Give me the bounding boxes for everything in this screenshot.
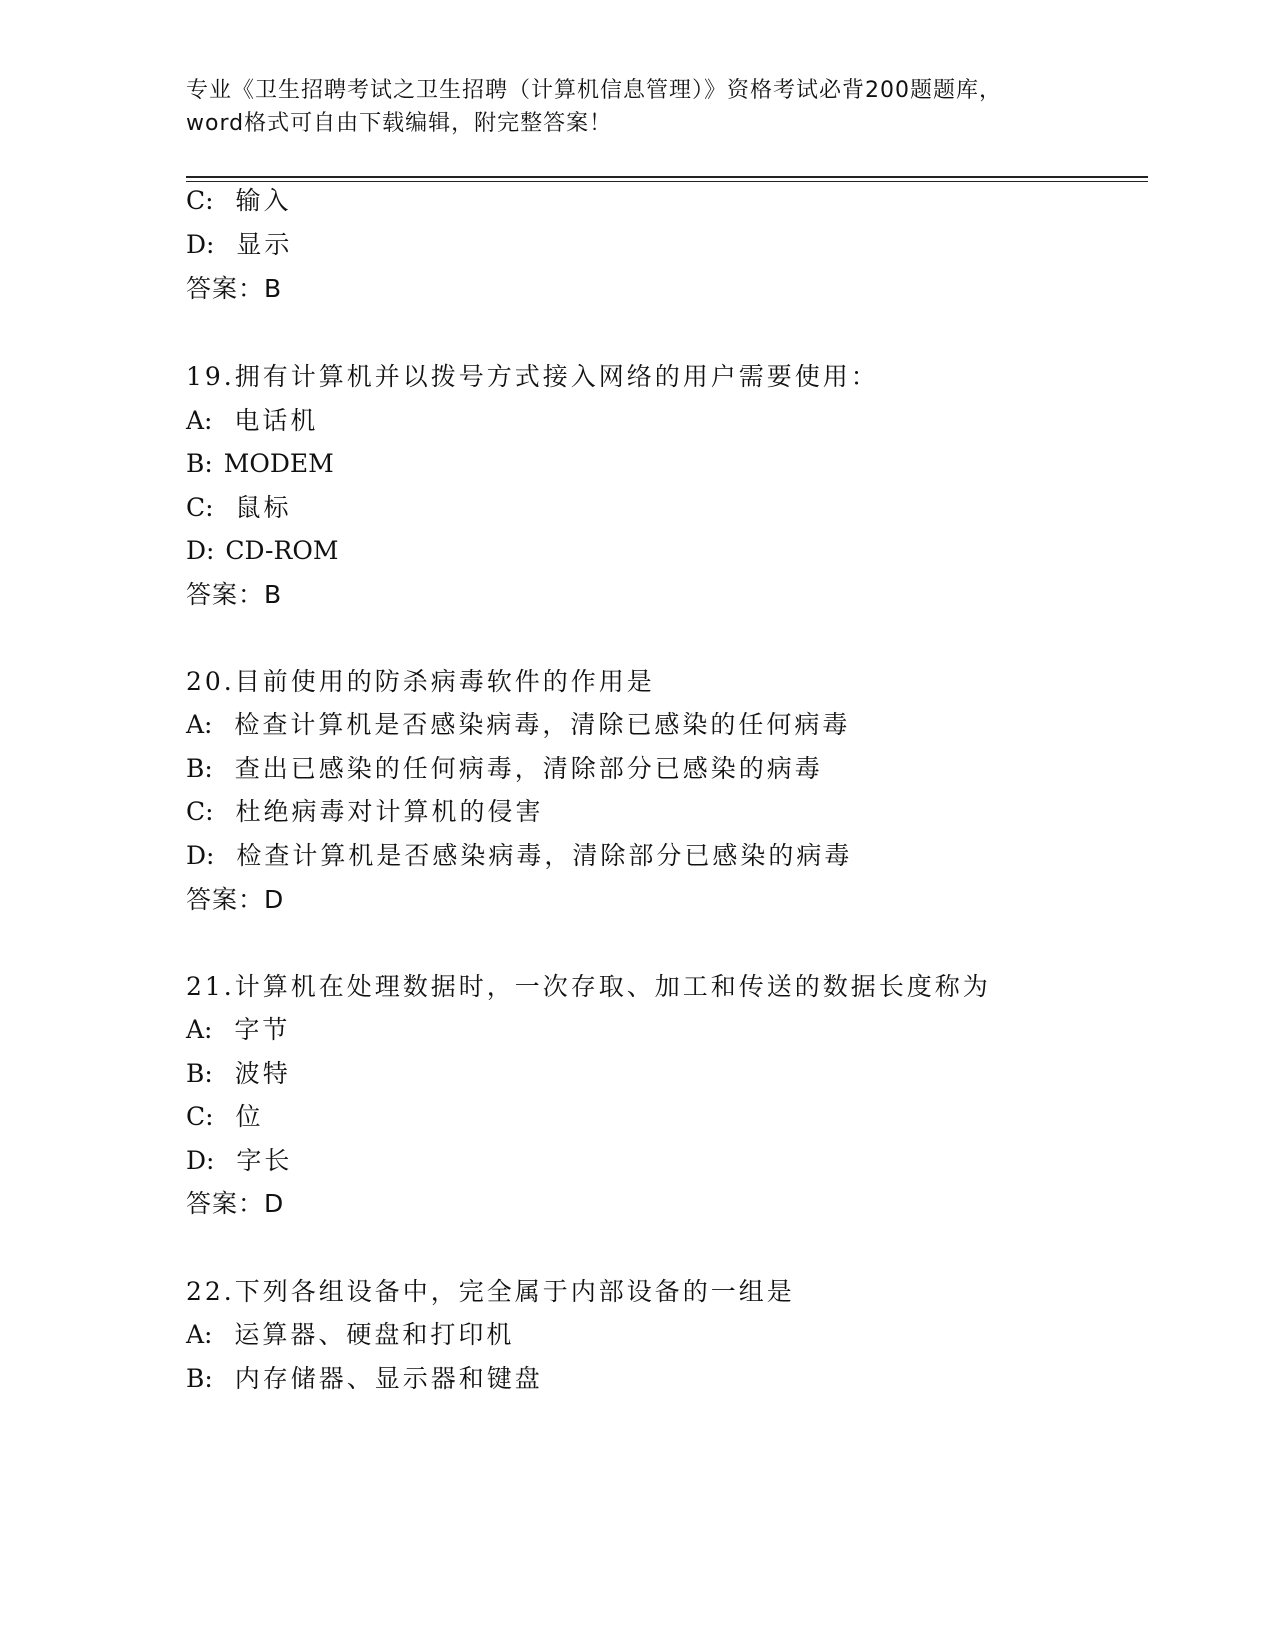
option-line xyxy=(186,1013,290,1047)
option-line xyxy=(186,534,338,568)
option-line xyxy=(186,752,823,786)
option-line xyxy=(186,795,543,829)
document-header xyxy=(186,74,1086,140)
option-line xyxy=(186,228,292,262)
question-stem: 19.拥有计算机并以拨号方式接入网络的用户需要使用： xyxy=(186,362,879,391)
option-line xyxy=(186,1318,514,1352)
option-label: C: xyxy=(186,493,214,522)
question-stem: 20.目前使用的防杀病毒软件的作用是 xyxy=(186,667,655,696)
option-text: 检查计算机是否感染病毒，清除部分已感染的病毒 xyxy=(236,841,853,870)
option-line xyxy=(186,491,291,525)
option-text: 字长 xyxy=(236,1146,293,1175)
option-line xyxy=(186,1100,263,1134)
option-label: D: xyxy=(186,230,215,259)
option-text: 内存储器、显示器和键盘 xyxy=(234,1364,543,1393)
option-text: 运算器、硬盘和打印机 xyxy=(234,1320,515,1349)
answer-line: 答案：D xyxy=(186,885,285,914)
option-label: A: xyxy=(186,406,213,435)
option-line xyxy=(186,1362,543,1396)
option-text: 鼠标 xyxy=(235,493,292,522)
question-stem: 21.计算机在处理数据时，一次存取、加工和传送的数据长度称为 xyxy=(186,972,991,1001)
question-stem: 22.下列各组设备中，完全属于内部设备的一组是 xyxy=(186,1277,795,1306)
option-label: D: xyxy=(186,536,215,565)
header-line-2: word格式可自由下载编辑，附完整答案！ xyxy=(186,111,613,136)
option-label: B: xyxy=(186,1059,213,1088)
option-text: 显示 xyxy=(236,230,293,259)
option-text: 输入 xyxy=(235,186,292,215)
option-label: B: xyxy=(186,449,213,478)
option-label: A: xyxy=(186,1015,213,1044)
option-text: 电话机 xyxy=(234,406,319,435)
option-line xyxy=(186,447,334,481)
option-text: CD-ROM xyxy=(225,536,339,565)
option-text: 波特 xyxy=(234,1059,291,1088)
option-label: B: xyxy=(186,1364,213,1393)
header-divider-thin xyxy=(186,181,1148,182)
option-line xyxy=(186,404,318,438)
option-label: C: xyxy=(186,186,214,215)
header-line-1: 专业《卫生招聘考试之卫生招聘（计算机信息管理）》资格考试必背200题题库， xyxy=(186,78,1002,103)
option-label: C: xyxy=(186,1102,214,1131)
option-label: D: xyxy=(186,841,215,870)
option-text: 字节 xyxy=(234,1015,291,1044)
option-line xyxy=(186,839,852,873)
option-text: 检查计算机是否感染病毒，清除已感染的任何病毒 xyxy=(234,710,851,739)
option-label: B: xyxy=(186,754,213,783)
option-text: MODEM xyxy=(223,449,334,478)
answer-line: 答案：B xyxy=(186,580,283,609)
option-line xyxy=(186,184,291,218)
option-label: A: xyxy=(186,1320,213,1349)
option-text: 杜绝病毒对计算机的侵害 xyxy=(235,797,544,826)
option-line xyxy=(186,708,850,742)
header-divider-thick xyxy=(186,176,1148,178)
option-label: A: xyxy=(186,710,213,739)
option-label: D: xyxy=(186,1146,215,1175)
option-text: 位 xyxy=(235,1102,264,1131)
option-line xyxy=(186,1144,292,1178)
option-label: C: xyxy=(186,797,214,826)
option-line xyxy=(186,1057,291,1091)
answer-line: 答案：D xyxy=(186,1189,285,1218)
option-text: 查出已感染的任何病毒，清除部分已感染的病毒 xyxy=(234,754,823,783)
answer-line: 答案：B xyxy=(186,274,283,303)
